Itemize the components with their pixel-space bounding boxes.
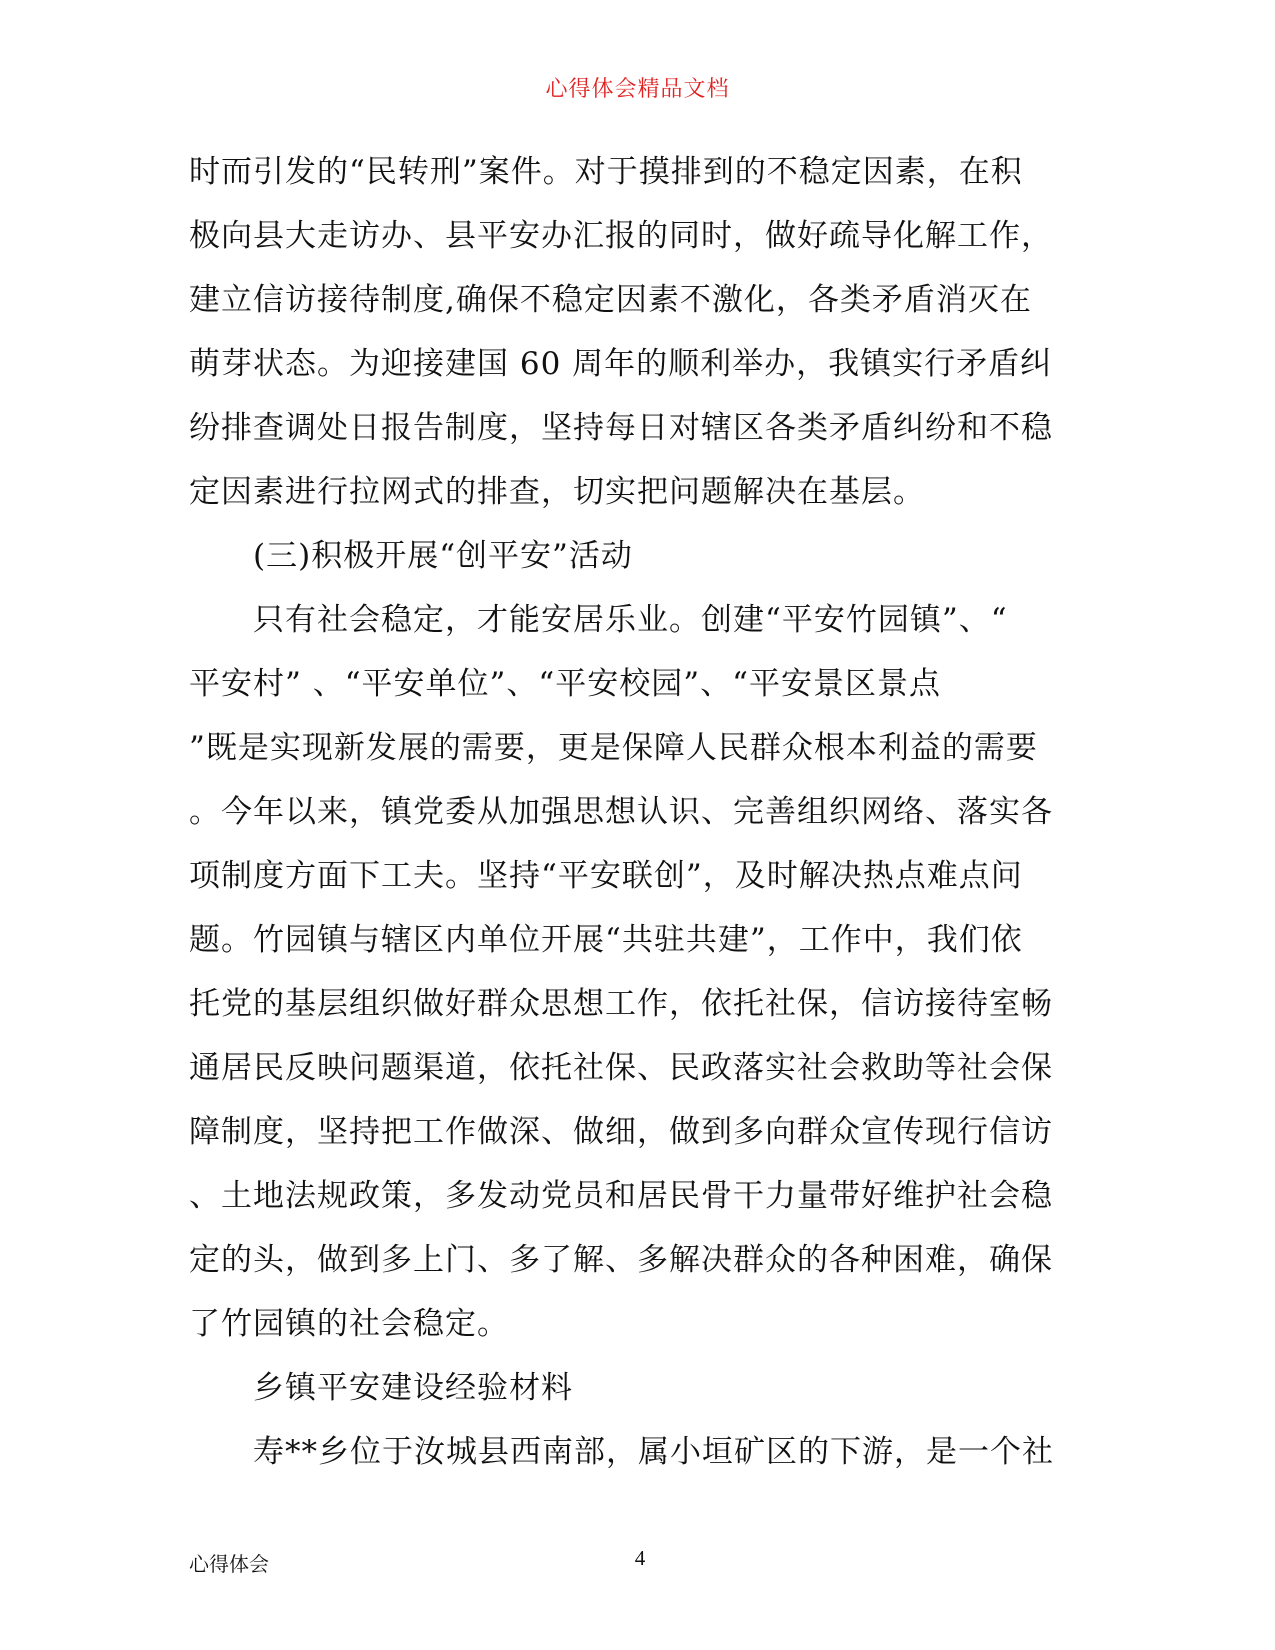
body-line: 题。竹园镇与辖区内单位开展“共驻共建”，工作中，我们依 xyxy=(189,922,1023,958)
body-line: 只有社会稳定，才能安居乐业。创建“平安竹园镇”、“ xyxy=(253,602,1008,638)
document-header-title: 心得体会精品文档 xyxy=(545,77,730,102)
section-heading: (三)积极开展“创平安”活动 xyxy=(253,538,633,574)
body-line: 寿**乡位于汝城县西南部，属小垣矿区的下游，是一个社 xyxy=(253,1434,1054,1470)
body-line: 平安村” 、“平安单位”、“平安校园”、“平安景区景点 xyxy=(189,666,941,702)
body-line: 极向县大走访办、县平安办汇报的同时，做好疏导化解工作， xyxy=(189,218,1053,254)
body-line: 定的头，做到多上门、多了解、多解决群众的各种困难，确保 xyxy=(189,1242,1053,1278)
document-body xyxy=(189,140,1079,1484)
body-line: 时而引发的“民转刑”案件。对于摸排到的不稳定因素，在积 xyxy=(189,154,1023,190)
body-line: 通居民反映问题渠道，依托社保、民政落实社会救助等社会保 xyxy=(189,1050,1053,1086)
article-title: 乡镇平安建设经验材料 xyxy=(253,1370,573,1406)
page-number: 4 xyxy=(634,1546,646,1570)
body-line: 障制度，坚持把工作做深、做细，做到多向群众宣传现行信访 xyxy=(189,1114,1053,1150)
body-line: 。今年以来，镇党委从加强思想认识、完善组织网络、落实各 xyxy=(189,794,1053,830)
body-line: 托党的基层组织做好群众思想工作，依托社保，信访接待室畅 xyxy=(189,986,1053,1022)
body-line: 、土地法规政策，多发动党员和居民骨干力量带好维护社会稳 xyxy=(189,1178,1053,1214)
body-line: 建立信访接待制度,确保不稳定因素不激化，各类矛盾消灭在 xyxy=(189,282,1032,318)
body-line: 了竹园镇的社会稳定。 xyxy=(189,1306,509,1342)
body-line: ”既是实现新发展的需要，更是保障人民群众根本利益的需要 xyxy=(189,730,1038,766)
body-line: 萌芽状态。为迎接建国 60 周年的顺利举办，我镇实行矛盾纠 xyxy=(189,346,1053,382)
body-line: 定因素进行拉网式的排查，切实把问题解决在基层。 xyxy=(189,474,925,510)
body-line: 纷排查调处日报告制度，坚持每日对辖区各类矛盾纠纷和不稳 xyxy=(189,410,1053,446)
body-line: 项制度方面下工夫。坚持“平安联创”，及时解决热点难点问 xyxy=(189,858,1023,894)
footer-label: 心得体会 xyxy=(189,1552,269,1576)
